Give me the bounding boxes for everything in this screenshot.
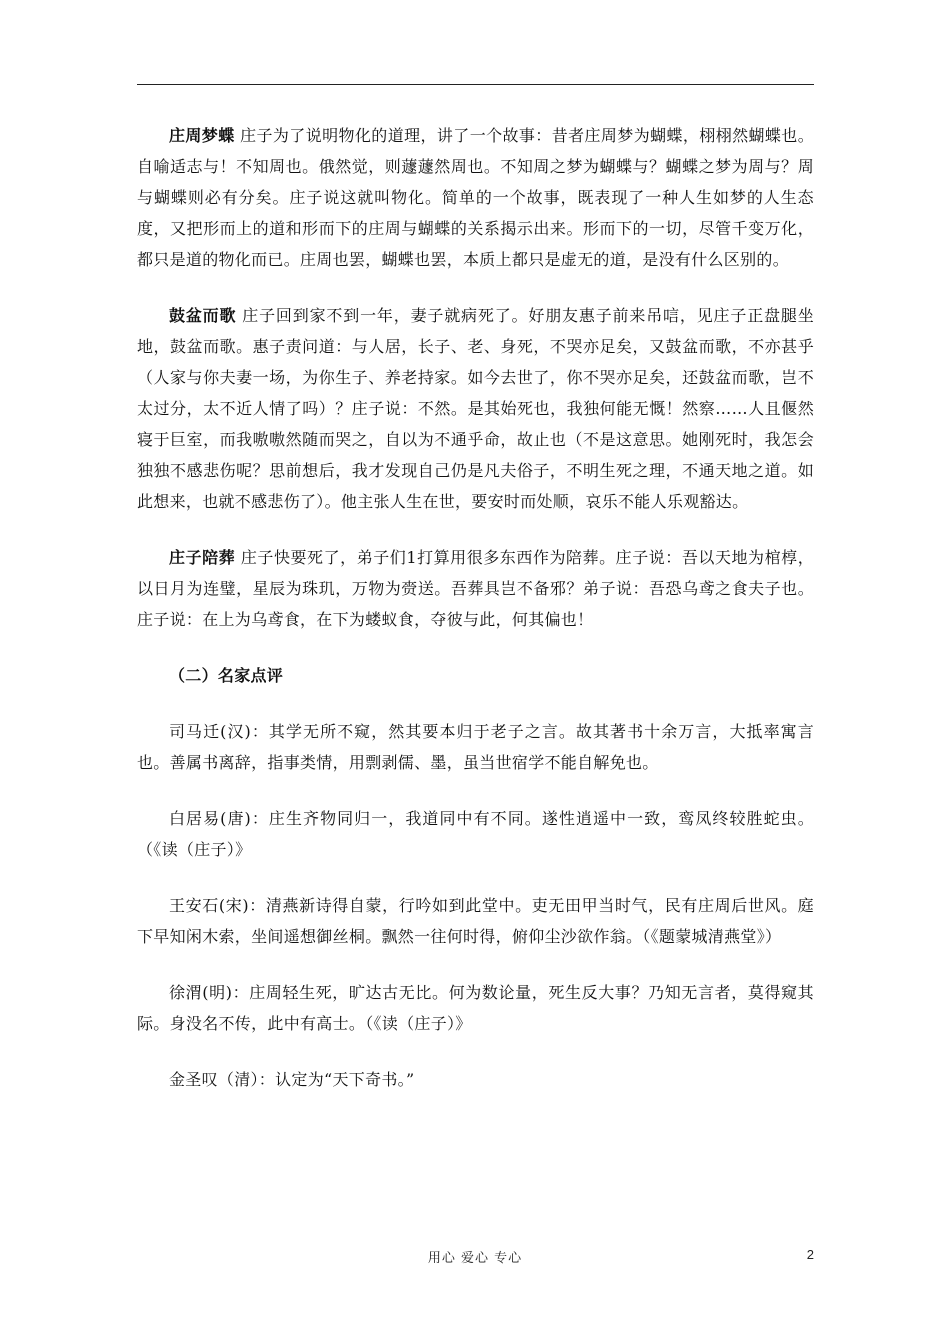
paragraph-zhuangzhou-dream xyxy=(137,120,814,275)
review-bai-juyi: 白居易(唐)：庄生齐物同归一，我道同中有不同。遂性逍遥中一致，鸾凤终较胜蛇虫。（《读（庄子）》 xyxy=(137,809,814,859)
paragraph-title: 庄子陪葬 xyxy=(169,548,236,567)
footer-motto: 用心 爱心 专心 xyxy=(427,1251,523,1266)
paragraph-burial xyxy=(137,542,814,635)
review-jin-shengtan: 金圣叹（清）：认定为“天下奇书。” xyxy=(169,1070,415,1089)
paragraph-text: 庄子为了说明物化的道理，讲了一个故事：昔者庄周梦为蝴蝶，栩栩然蝴蝶也。自喻适志与！不知周也。俄然觉，则蘧蘧然周也。不知周之梦为蝴蝶与？蝴蝶之梦为周与？周与蝴蝶则必有分矣。庄子说这就叫物化。简单的一个故事，既表现了一种人生如梦的人生态度，又把形而上的道和形而下的庄周与蝴蝶的关系揭示出来。形而下的一切，尽管千变万化，都只是道的物化而已。庄周也罢，蝴蝶也罢，本质上都只是虚无的道，是没有什么区别的。 xyxy=(137,126,815,269)
paragraph-drum-song xyxy=(137,300,814,517)
review-sima-qian: 司马迁(汉)：其学无所不窥，然其要本归于老子之言。故其著书十余万言，大抵率寓言也。善属书离辞，指事类情，用剽剥儒、墨，虽当世宿学不能自解免也。 xyxy=(137,722,814,772)
paragraph-text: 庄子回到家不到一年，妻子就病死了。好朋友惠子前来吊唁，见庄子正盘腿坐地，鼓盆而歌。惠子责问道：与人居，长子、老、身死，不哭亦足矣，又鼓盆而歌，不亦甚乎（人家与你夫妻一场，为你生子、养老持家。如今去世了，你不哭亦足矣，还鼓盆而歌，岂不太过分，太不近人情了吗）？庄子说：不然。是其始死也，我独何能无慨！然察……人且偃然寝于巨室，而我嗷嗷然随而哭之，自以为不通乎命，故止也（不是这意思。她刚死时，我怎会独独不感悲伤呢？思前想后，我才发现自己仍是凡夫俗子，不明生死之理，不通天地之道。如此想来，也就不感悲伤了）。他主张人生在世，要安时而处顺，哀乐不能人乐观豁达。 xyxy=(137,306,814,511)
section-heading: （二）名家点评 xyxy=(169,666,284,685)
paragraph-title: 庄周梦蝶 xyxy=(169,126,235,145)
paragraph-text: 庄子快要死了，弟子们1打算用很多东西作为陪葬。庄子说：吾以天地为棺椁，以日月为连璧，星辰为珠玑，万物为赍送。吾葬具岂不备邪？弟子说：吾恐乌鸢之食夫子也。庄子说：在上为乌鸢食，在下为蝼蚁食，夺彼与此，何其偏也！ xyxy=(137,548,814,629)
page-body xyxy=(137,120,814,1120)
paragraph-title: 鼓盆而歌 xyxy=(169,306,237,325)
review-wang-anshi: 王安石(宋)：清燕新诗得自蒙，行吟如到此堂中。吏无田甲当时气，民有庄周后世风。庭下早知闲木索，坐间遥想御丝桐。飘然一往何时得，俯仰尘沙欲作翁。（《题蒙城清燕堂》） xyxy=(137,896,814,946)
header-rule xyxy=(137,84,814,85)
page-number: 2 xyxy=(806,1247,814,1262)
review-xu-wei: 徐渭(明)：庄周轻生死，旷达古无比。何为数论量，死生反大事？乃知无言者，莫得窥其际。身没名不传，此中有高士。（《读（庄子）》 xyxy=(137,983,814,1033)
